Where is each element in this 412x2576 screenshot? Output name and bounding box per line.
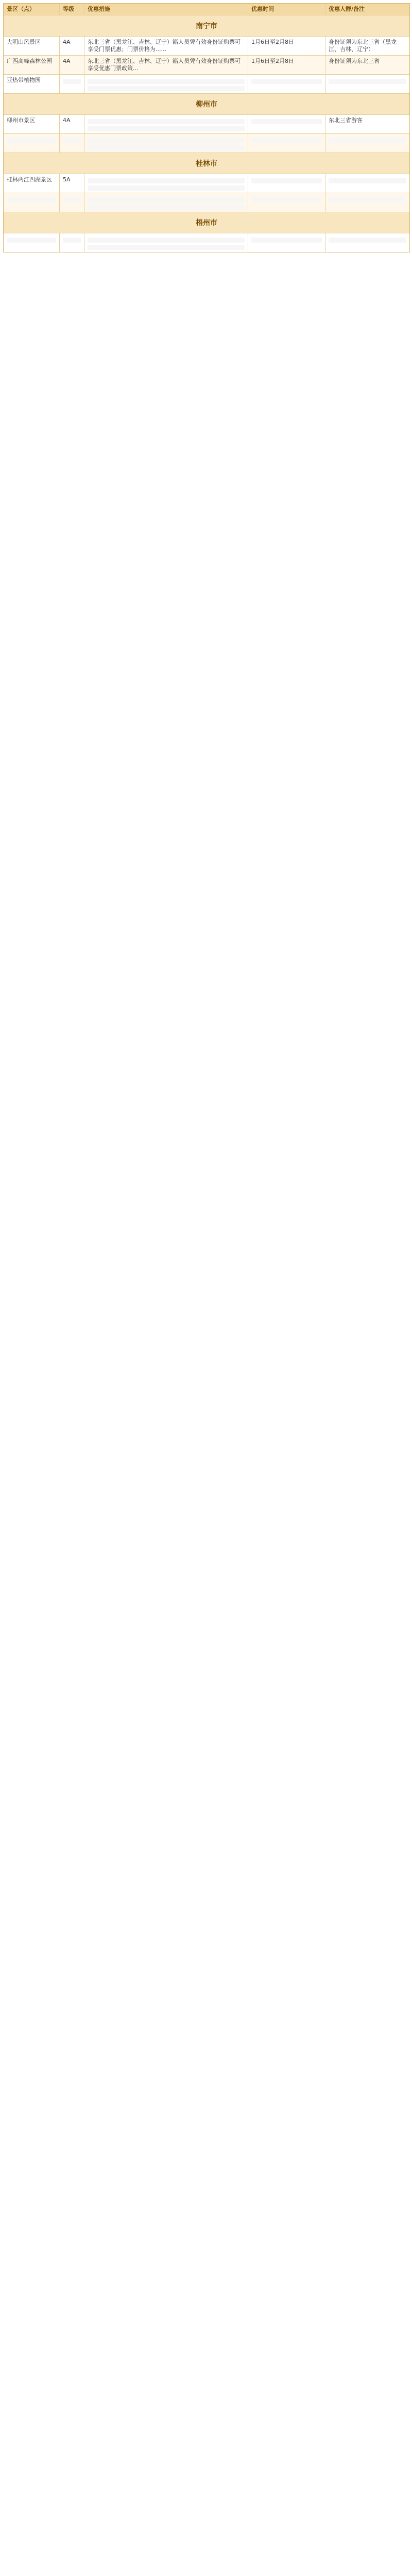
promo-time — [248, 134, 325, 152]
promo-measure — [84, 134, 248, 152]
header-cell: 优惠措施 — [84, 4, 248, 15]
table-header — [4, 4, 409, 15]
promo-time — [248, 233, 325, 252]
promo-note — [325, 134, 409, 152]
scenic-name: 亚热带植物园 — [7, 77, 41, 83]
promo-note — [325, 75, 409, 93]
promo-measure: 东北三省（黑龙江、吉林、辽宁）籍人员凭有效身份证购票可享受优惠门票政策... — [84, 56, 248, 74]
promo-time — [248, 193, 325, 212]
scenic-level: 4A — [59, 37, 84, 55]
promo-note — [325, 193, 409, 212]
promo-measure — [84, 233, 248, 252]
header-cell: 等级 — [59, 4, 84, 15]
promo-note: 身份证须为东北三省（黑龙江、吉林、辽宁） — [325, 37, 409, 55]
scenic-level — [59, 134, 84, 152]
scenic-name: 大明山风景区 — [7, 39, 41, 45]
table-row — [4, 233, 409, 252]
promo-note — [325, 174, 409, 193]
promo-measure — [84, 174, 248, 193]
table-row — [4, 74, 409, 93]
scenic-name: 桂林两江四湖景区 — [7, 176, 52, 183]
promo-note — [325, 233, 409, 252]
promo-table — [3, 3, 410, 252]
table-row — [4, 174, 409, 193]
promo-time: 1月6日至2月8日 — [248, 37, 325, 55]
city-section-title: 梧州市 — [4, 212, 409, 233]
promo-measure — [84, 115, 248, 133]
scenic-level — [59, 193, 84, 212]
header-cell: 优惠人群/备注 — [325, 4, 409, 15]
table-row — [4, 133, 409, 152]
scenic-name: 广西高峰森林公园 — [7, 58, 52, 64]
scenic-level: 4A — [59, 115, 84, 133]
promo-measure — [84, 75, 248, 93]
scenic-name — [4, 134, 59, 152]
scenic-level — [59, 233, 84, 252]
promo-note: 身份证须为东北三省 — [325, 56, 409, 74]
scenic-level — [59, 75, 84, 93]
scenic-level: 5A — [59, 174, 84, 193]
header-cell: 优惠时间 — [248, 4, 325, 15]
scenic-name — [4, 193, 59, 212]
header-cell: 景区（点） — [7, 6, 35, 12]
promo-measure: 东北三省（黑龙江、吉林、辽宁）籍人员凭有效身份证购票可享受门票优惠；门票价格为...... — [84, 37, 248, 55]
scenic-level: 4A — [59, 56, 84, 74]
city-section-title: 南宁市 — [4, 15, 409, 36]
promo-measure — [84, 193, 248, 212]
promo-time — [248, 174, 325, 193]
scenic-name: 柳州市景区 — [7, 117, 35, 124]
city-section-title: 桂林市 — [4, 152, 409, 174]
promo-time — [248, 115, 325, 133]
promo-time — [248, 75, 325, 93]
city-section-title: 柳州市 — [4, 93, 409, 114]
table-row — [4, 114, 409, 133]
promo-note: 东北三省游客 — [325, 115, 409, 133]
scenic-name — [4, 233, 59, 252]
table-row — [4, 193, 409, 212]
promo-time: 1月6日至2月8日 — [248, 56, 325, 74]
table-row — [4, 55, 409, 74]
table-row — [4, 36, 409, 55]
